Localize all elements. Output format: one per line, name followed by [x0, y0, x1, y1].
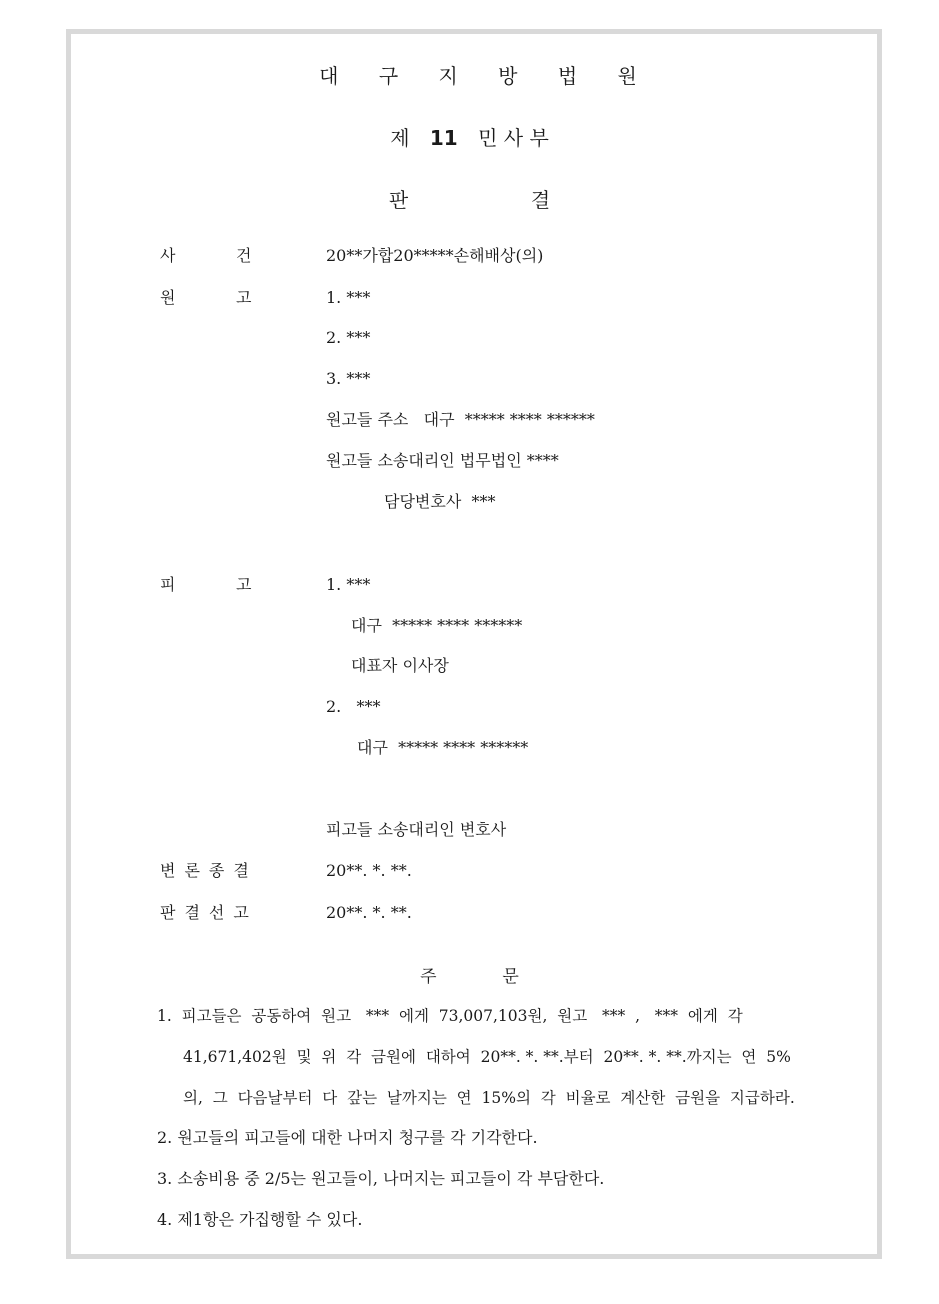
defendant-1-address: 대구 ***** **** ******	[351, 616, 523, 635]
page-frame	[66, 29, 882, 1259]
order-item-1-line-3: 의, 그 다음날부터 다 갚는 날까지는 연 15%의 각 비율로 계산한 금원을 지급하라.	[183, 1089, 795, 1107]
order-heading-left: 주	[420, 967, 437, 987]
plaintiff-2: 2. ***	[326, 328, 371, 347]
plaintiff-counsel: 원고들 소송대리인 법무법인 ****	[326, 451, 559, 470]
order-item-2: 2. 원고들의 피고들에 대한 나머지 청구를 각 기각한다.	[157, 1128, 538, 1147]
division-prefix: 제	[390, 126, 410, 150]
order-item-4: 4. 제1항은 가집행할 수 있다.	[157, 1210, 363, 1229]
case-number: 20**가합20*****손해배상(의)	[326, 246, 544, 265]
case-label-left: 사	[160, 246, 176, 265]
division-suffix: 민 사 부	[478, 126, 549, 150]
verdict-date: 20**. *. **.	[326, 903, 412, 922]
order-heading-right: 문	[502, 967, 519, 987]
plaintiff-3: 3. ***	[326, 369, 371, 388]
plaintiff-attorney: 담당변호사 ***	[384, 492, 496, 511]
order-heading	[0, 962, 939, 987]
plaintiff-1: 1. ***	[326, 288, 371, 307]
case-label-right: 건	[236, 246, 252, 265]
order-item-1-line-1: 1. 피고들은 공동하여 원고 *** 에게 73,007,103원, 원고 *** , *** 에게 각	[157, 1007, 743, 1025]
defendant-label-left: 피	[160, 575, 176, 594]
order-item-3: 3. 소송비용 중 2/5는 원고들이, 나머지는 피고들이 각 부담한다.	[157, 1169, 605, 1188]
closing-label: 변론종결	[160, 861, 258, 880]
document-title-left: 판	[388, 188, 409, 212]
division-title	[0, 122, 939, 151]
plaintiff-label-left: 원	[160, 288, 176, 307]
defendant-2-address: 대구 ***** **** ******	[357, 738, 529, 757]
defendant-label-right: 고	[236, 575, 252, 594]
defendant-1: 1. ***	[326, 575, 371, 594]
court-name: 대 구 지 방 법 원	[319, 64, 654, 88]
division-number: 11	[429, 126, 458, 150]
defendant-counsel: 피고들 소송대리인 변호사	[326, 820, 507, 839]
defendant-2: 2. ***	[326, 697, 381, 716]
plaintiff-label-right: 고	[236, 288, 252, 307]
closing-date: 20**. *. **.	[326, 861, 412, 880]
verdict-label: 판결선고	[160, 903, 258, 922]
plaintiff-address: 원고들 주소 대구 ***** **** ******	[326, 410, 595, 429]
order-item-1-line-2: 41,671,402원 및 위 각 금원에 대하여 20**. *. **.부터 20**. *. **.까지는 연 5%	[183, 1048, 791, 1066]
document-title-right: 결	[530, 188, 551, 212]
defendant-1-representative: 대표자 이사장	[351, 656, 449, 675]
document-title	[0, 184, 939, 213]
